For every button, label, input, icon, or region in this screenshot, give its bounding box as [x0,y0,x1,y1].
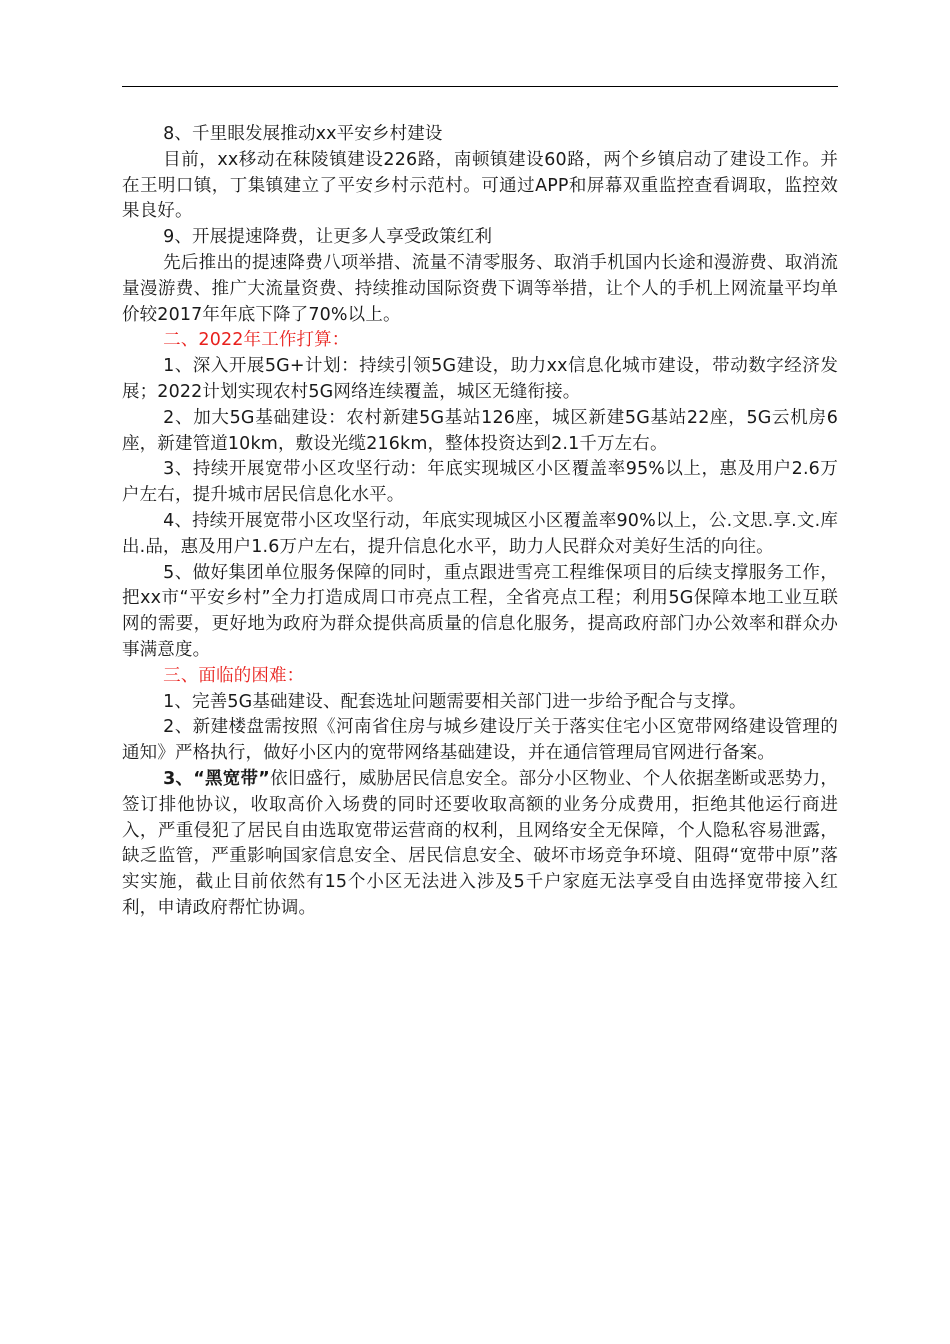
difficulty-item-3-lead: 3、“黑宽带” [163,768,270,789]
plan-item-1: 1、深入开展5G+计划：持续引领5G建设，助力xx信息化城市建设，带动数字经济发展；2022计划实现农村5G网络连续覆盖，城区无缝衔接。 [122,356,838,402]
plan-item-3: 3、持续开展宽带小区攻坚行动：年底实现城区小区覆盖率95%以上，惠及用户2.6万户左右，提升城市居民信息化水平。 [122,459,838,506]
section-3-heading: 三、面临的困难： [163,665,305,686]
plan-item-2: 2、加大5G基础建设：农村新建5G基站126座，城区新建5G基站22座，5G云机房6座，新建管道10km，敷设光缆216km，整体投资达到2.1千万左右。 [122,407,838,454]
item-8-body: 目前，xx移动在秣陵镇建设226路，南顿镇建设60路，两个乡镇启动了建设工作。并在王明口镇，丁集镇建立了平安乡村示范村。可通过APP和屏幕双重监控查看调取，监控效果良好。 [122,149,838,222]
document-body [122,122,838,922]
header-rule [122,86,838,87]
difficulty-item-2: 2、新建楼盘需按照《河南省住房与城乡建设厅关于落实住宅小区宽带网络建设管理的通知》严格执行，做好小区内的宽带网络基础建设，并在通信管理局官网进行备案。 [122,717,838,764]
difficulty-item-3-body: 依旧盛行，威胁居民信息安全。部分小区物业、个人依据垄断或恶势力，签订排他协议，收取高价入场费的同时还要收取高额的业务分成费用，拒绝其他运行商进入，严重侵犯了居民自由选取宽带运营商的权利，且网络安全无保障，个人隐私容易泄露，缺乏监管，严重影响国家信息安全、居民信息安全、破坏市场竞争环境、阻碍“宽带中原”落实实施，截止目前依然有15个小区无法进入涉及5千户家庭无法享受自由选择宽带接入红利，申请政府帮忙协调。 [122,768,838,918]
plan-item-4: 4、持续开展宽带小区攻坚行动，年底实现城区小区覆盖率90%以上，公.文思.享.文.库出.品，惠及用户1.6万户左右，提升信息化水平，助力人民群众对美好生活的向往。 [122,510,838,557]
plan-item-5: 5、做好集团单位服务保障的同时，重点跟进雪亮工程维保项目的后续支撑服务工作，把xx市“平安乡村”全力打造成周口市亮点工程，全省亮点工程；利用5G保障本地工业互联网的需要，更好地为政府为群众提供高质量的信息化服务，提高政府部门办公效率和群众办事满意度。 [122,562,838,660]
item-8-heading: 8、千里眼发展推动xx平安乡村建设 [163,124,443,144]
item-9-body: 先后推出的提速降费八项举措、流量不清零服务、取消手机国内长途和漫游费、取消流量漫游费、推广大流量资费、持续推动国际资费下调等举措，让个人的手机上网流量平均单价较2017年年底下降了70%以上。 [122,252,838,325]
difficulty-item-3 [122,767,838,922]
item-9-heading: 9、开展提速降费，让更多人享受政策红利 [163,227,493,248]
difficulty-item-1: 1、完善5G基础建设、配套选址问题需要相关部门进一步给予配合与支撑。 [163,691,747,712]
section-2-heading: 二、2022年工作打算： [163,330,350,351]
